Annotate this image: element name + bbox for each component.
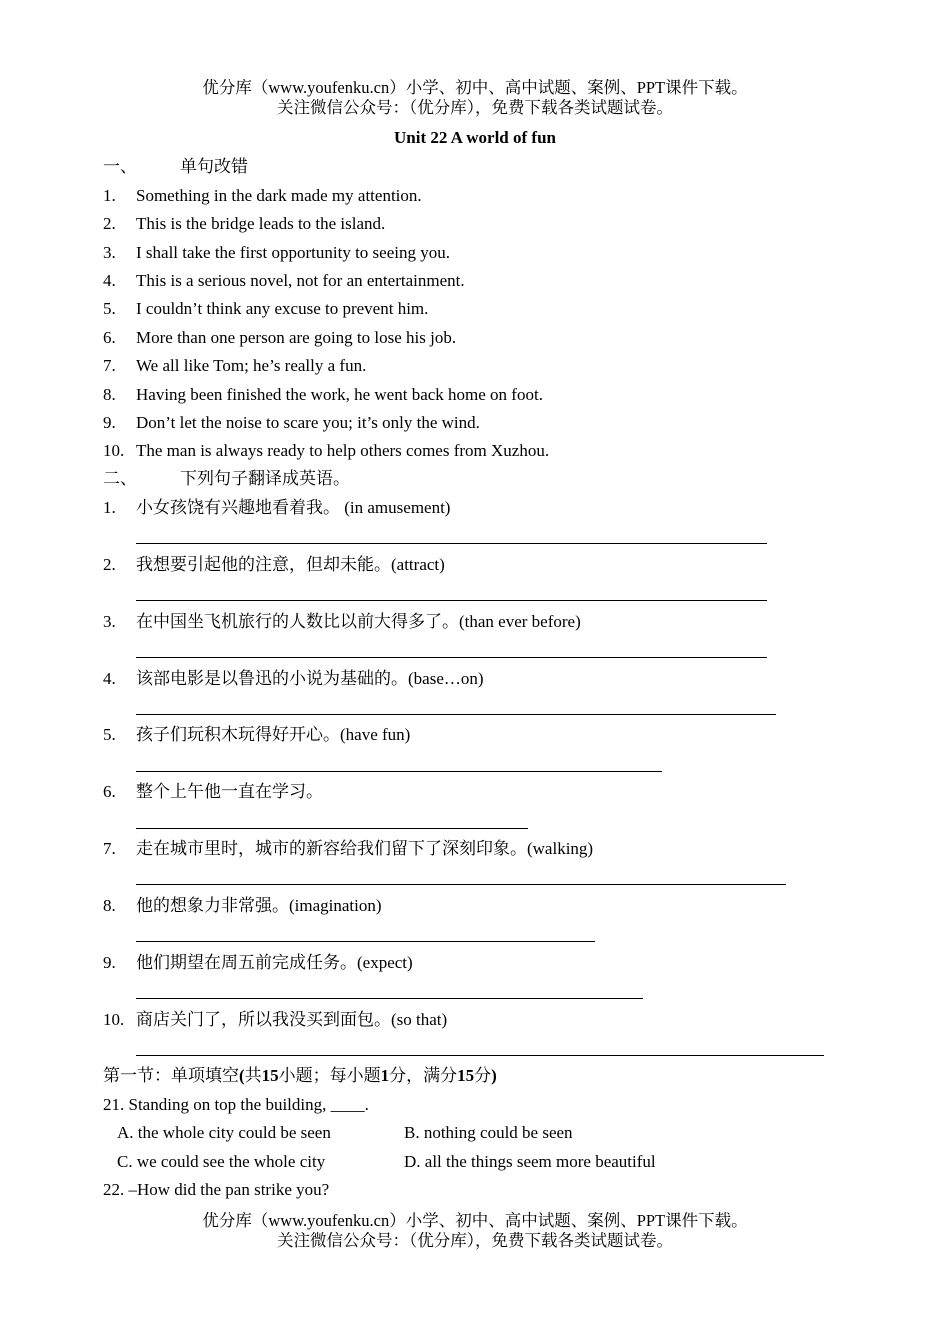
error-item: 1. Something in the dark made my attention. — [103, 186, 422, 205]
answer-line[interactable] — [136, 600, 767, 601]
answer-line[interactable] — [136, 998, 643, 999]
section1-heading — [103, 156, 248, 178]
error-item: 7. We all like Tom; he’s really a fun. — [103, 356, 367, 375]
option-d[interactable]: D. all the things seem more beautiful — [404, 1152, 656, 1171]
error-item: 9. Don’t let the noise to scare you; it’s only the wind. — [103, 413, 480, 432]
header-line-1: 优分库（www.youfenku.cn）小学、初中、高中试题、案例、PPT课件下载。 — [202, 78, 748, 97]
option-c[interactable]: C. we could see the whole city — [117, 1152, 326, 1171]
answer-line[interactable] — [136, 884, 786, 885]
answer-line[interactable] — [136, 1055, 824, 1056]
section2-heading-text: 下列句子翻译成英语。 — [180, 469, 350, 488]
footer-line-1: 优分库（www.youfenku.cn）小学、初中、高中试题、案例、PPT课件下载。 — [202, 1211, 748, 1230]
question-22: 22. –How did the pan strike you? — [103, 1180, 330, 1199]
translation-item: 6. 整个上午他一直在学习。 — [103, 782, 323, 801]
page-title: Unit 22 A world of fun — [394, 128, 556, 147]
translation-item: 7. 走在城市里时，城市的新容给我们留下了深刻印象。(walking) — [103, 839, 594, 858]
error-item: 5. I couldn’t think any excuse to prevent him. — [103, 299, 429, 318]
translation-item: 5. 孩子们玩积木玩得好开心。(have fun) — [103, 725, 411, 744]
error-item: 10. The man is always ready to help others comes from Xuzhou. — [103, 441, 550, 460]
error-item: 4. This is a serious novel, not for an entertainment. — [103, 271, 465, 290]
translation-item: 10. 商店关门了，所以我没买到面包。(so that) — [103, 1010, 448, 1029]
section3-heading: 第一节：单项填空(共15小题；每小题1分，满分15分) — [103, 1066, 497, 1085]
translation-item: 9. 他们期望在周五前完成任务。(expect) — [103, 953, 413, 972]
answer-line[interactable] — [136, 771, 662, 772]
error-item: 6. More than one person are going to lose his job. — [103, 328, 457, 347]
translation-item: 4. 该部电影是以鲁迅的小说为基础的。(base…on) — [103, 669, 484, 688]
section2-heading — [103, 468, 350, 490]
header-line-2: 关注微信公众号：（优分库），免费下载各类试题试卷。 — [277, 98, 673, 117]
error-item: 2. This is the bridge leads to the island. — [103, 214, 386, 233]
answer-line[interactable] — [136, 543, 767, 544]
section1-mark: 一、 — [103, 157, 137, 176]
option-a[interactable]: A. the whole city could be seen — [117, 1123, 331, 1142]
question-21: 21. Standing on top the building, ____. — [103, 1095, 369, 1114]
section1-heading-text: 单句改错 — [180, 157, 248, 176]
error-item: 8. Having been finished the work, he went back home on foot. — [103, 385, 543, 404]
translation-item: 3. 在中国坐飞机旅行的人数比以前大得多了。(than ever before) — [103, 612, 581, 631]
translation-item: 2. 我想要引起他的注意，但却未能。(attract) — [103, 555, 445, 574]
footer-line-2: 关注微信公众号：（优分库），免费下载各类试题试卷。 — [277, 1231, 673, 1250]
answer-line[interactable] — [136, 828, 528, 829]
answer-line[interactable] — [136, 941, 595, 942]
answer-line[interactable] — [136, 657, 767, 658]
error-item: 3. I shall take the first opportunity to seeing you. — [103, 243, 450, 262]
section2-mark: 二、 — [103, 469, 137, 488]
option-b[interactable]: B. nothing could be seen — [404, 1123, 573, 1142]
answer-line[interactable] — [136, 714, 776, 715]
translation-item: 1. 小女孩饶有兴趣地看着我。 (in amusement) — [103, 498, 451, 517]
translation-item: 8. 他的想象力非常强。(imagination) — [103, 896, 382, 915]
